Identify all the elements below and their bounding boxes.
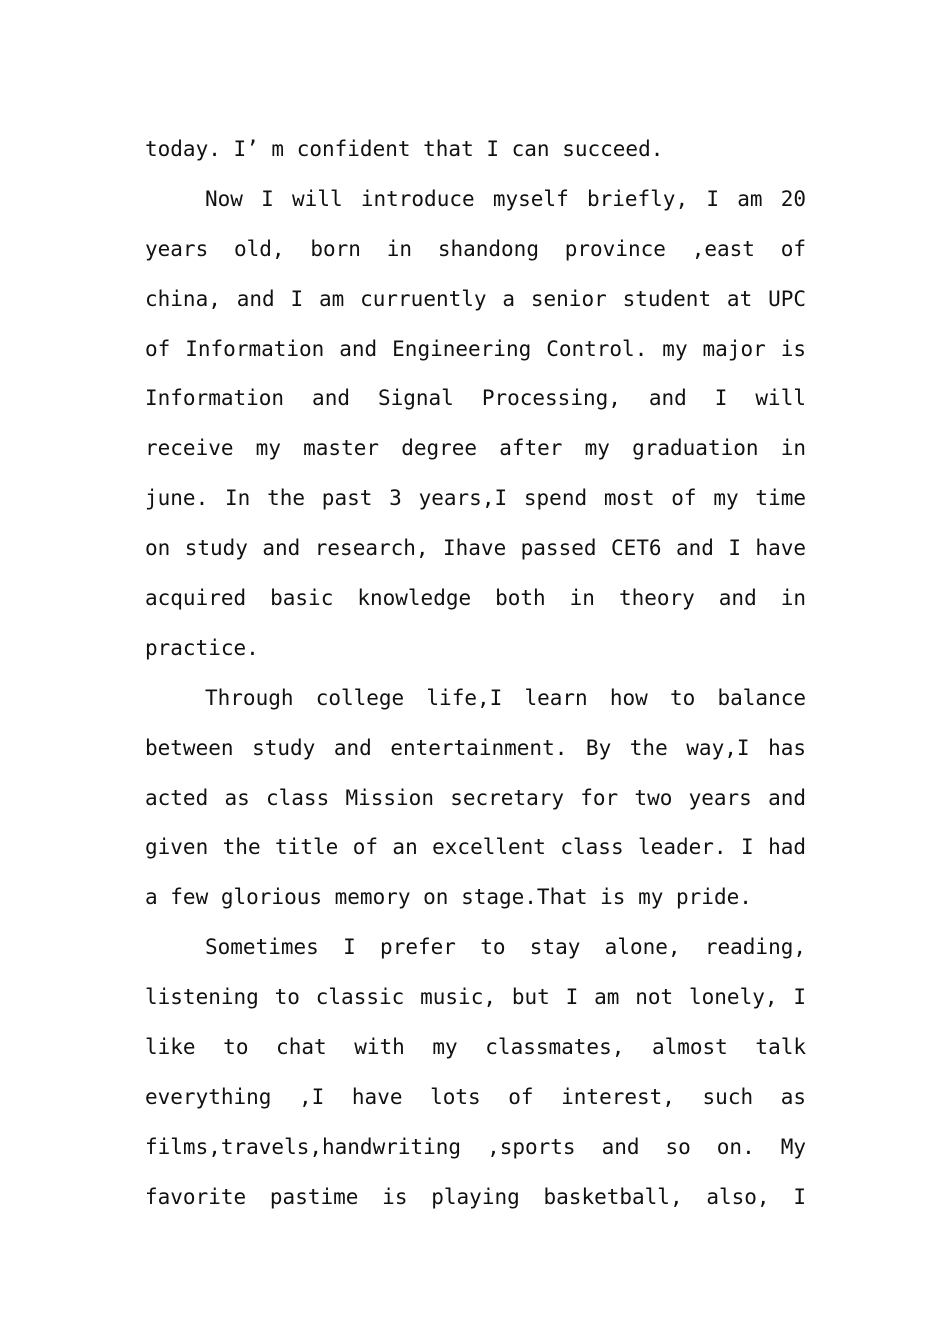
text-line: a few glorious memory on stage.That is my pride. <box>145 885 752 910</box>
text-line: films,travels,handwriting ,sports and so on. My <box>145 1134 806 1159</box>
text-line: listening to classic music, but I am not lonely, I <box>145 985 806 1010</box>
text-line: Sometimes I prefer to stay alone, reading, <box>205 935 806 960</box>
text-line: practice. <box>145 635 259 660</box>
document-body <box>145 125 806 1223</box>
text-line: today. I’ m confident that I can succeed. <box>145 137 664 161</box>
text-line: like to chat with my classmates, almost talk <box>145 1035 806 1060</box>
text-line: between study and entertainment. By the way,I has <box>145 735 806 760</box>
text-line: Through college life,I learn how to balance <box>205 685 806 710</box>
text-line: favorite pastime is playing basketball, also, I <box>145 1184 806 1209</box>
text-line: acted as class Mission secretary for two years and <box>145 785 806 810</box>
text-line: receive my master degree after my graduation in <box>145 436 806 461</box>
text-line: of Information and Engineering Control. my major is <box>145 336 806 361</box>
text-line: Information and Signal Processing, and I will <box>145 386 806 411</box>
text-line: given the title of an excellent class leader. I had <box>145 835 806 860</box>
text-line: years old, born in shandong province ,east of <box>145 236 806 261</box>
text-line: acquired basic knowledge both in theory and in <box>145 586 806 611</box>
text-line: Now I will introduce myself briefly, I am 20 <box>205 186 806 211</box>
text-line: june. In the past 3 years,I spend most of my time <box>145 486 806 511</box>
text-line: china, and I am curruently a senior student at UPC <box>145 286 806 311</box>
text-line: on study and research, Ihave passed CET6 and I have <box>145 536 806 561</box>
text-line: everything ,I have lots of interest, such as <box>145 1084 806 1109</box>
